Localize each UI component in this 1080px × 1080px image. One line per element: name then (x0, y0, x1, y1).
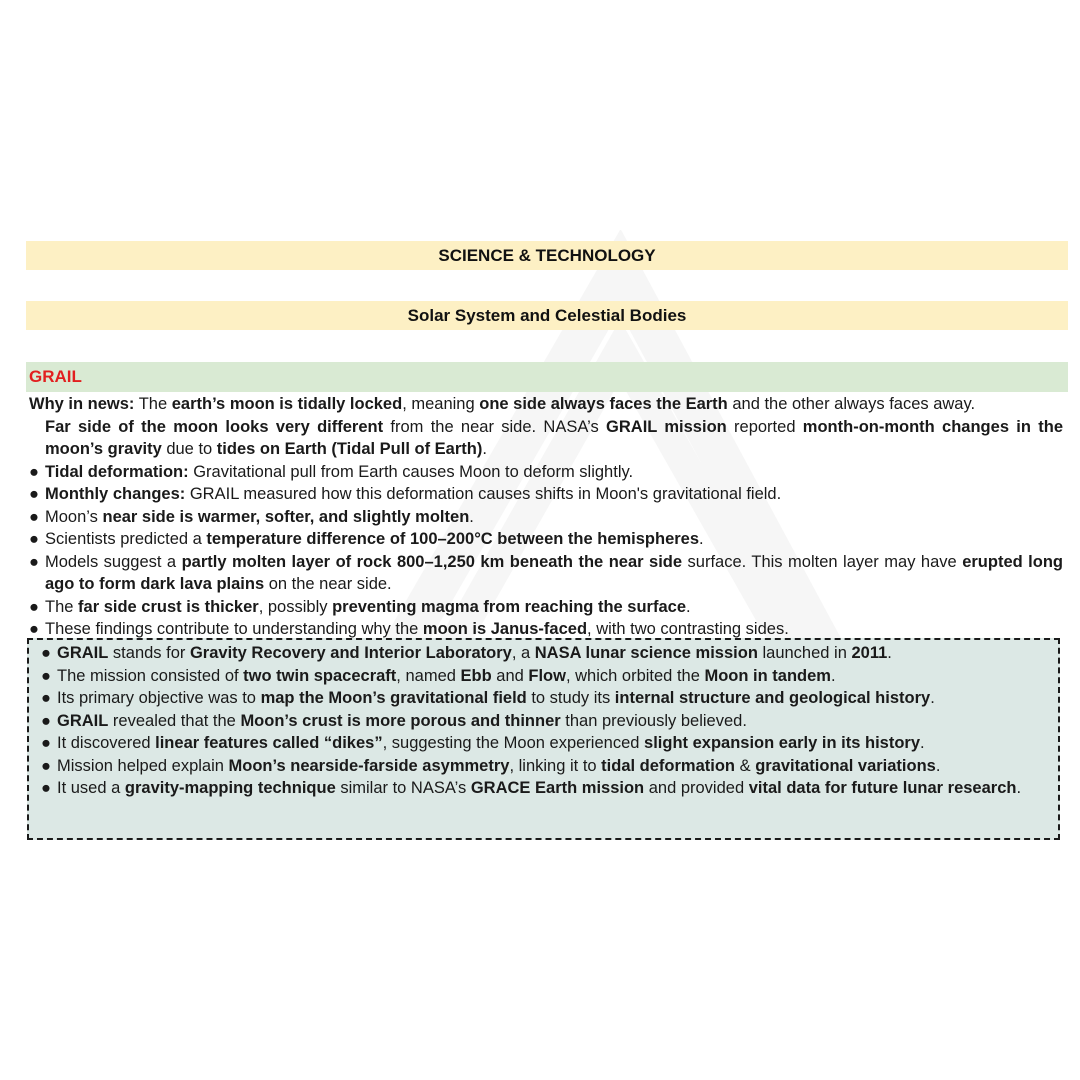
list-item: ● GRAIL stands for Gravity Recovery and Interior Laboratory, a NASA lunar science mission launched in 2011. (41, 642, 1048, 665)
list-item: ● Monthly changes: GRAIL measured how this deformation causes shifts in Moon's gravitational field. (29, 483, 1063, 506)
list-item: ● Scientists predicted a temperature difference of 100–200°C between the hemispheres. (29, 528, 1063, 551)
bullet-icon: ● (41, 666, 51, 685)
bullet-icon: ● (41, 711, 51, 730)
list-item: ● Mission helped explain Moon’s nearside-farside asymmetry, linking it to tidal deformation & gravitational variations. (41, 755, 1048, 778)
list-item: ● Moon’s near side is warmer, softer, and slightly molten. (29, 506, 1063, 529)
list-item: ● Models suggest a partly molten layer of rock 800–1,250 km beneath the near side surface. This molten layer may have erupted long ago to form dark lava plains on the near side. (29, 552, 1063, 593)
bullet-icon: ● (29, 552, 39, 571)
bullet-icon: ● (41, 734, 51, 752)
bullet-icon: ● (29, 620, 39, 638)
category-band (26, 241, 1068, 270)
bullet-icon: ● (41, 644, 51, 662)
why-in-news-label: Why in news: (29, 395, 135, 413)
bullet-icon: ● (41, 689, 51, 707)
list-item: ● The far side crust is thicker, possibly preventing magma from reaching the surface. (29, 596, 1063, 619)
subcategory-title: Solar System and Celestial Bodies (407, 305, 687, 325)
category-title: SCIENCE & TECHNOLOGY (438, 245, 656, 265)
notes-content (29, 393, 1063, 641)
bullet-icon: ● (29, 530, 39, 548)
list-item: ● GRAIL revealed that the Moon’s crust is more porous and thinner than previously believed. (41, 710, 1048, 733)
list-item: ● It used a gravity-mapping technique similar to NASA’s GRACE Earth mission and provided vital data for future lunar research. (41, 777, 1048, 800)
list-item: ● Tidal deformation: Gravitational pull from Earth causes Moon to deform slightly. (29, 461, 1063, 484)
why-in-news-paragraph: Why in news: The earth’s moon is tidally locked, meaning one side always faces the Earth and the other always faces away. Far side of the moon looks very different from the near side. NASA’s GRAIL mission reported month-on-month changes in the moon’s gravity due to tides on Earth (Tidal Pull of Earth). (29, 395, 1064, 458)
topic-title: GRAIL (29, 367, 82, 386)
grail-facts-box (27, 638, 1060, 840)
list-item: ● It discovered linear features called “dikes”, suggesting the Moon experienced slight expansion early in its history. (41, 732, 1048, 755)
bullet-icon: ● (29, 597, 39, 616)
list-item: ● The mission consisted of two twin spacecraft, named Ebb and Flow, which orbited the Moon in tandem. (41, 665, 1048, 688)
bullet-icon: ● (29, 462, 39, 481)
list-item: ● Its primary objective was to map the Moon’s gravitational field to study its internal structure and geological history. (41, 687, 1048, 710)
list-item: ● These findings contribute to understanding why the moon is Janus-faced, with two contrasting sides. (29, 618, 1063, 641)
bullet-icon: ● (41, 756, 51, 775)
bullet-icon: ● (41, 779, 51, 797)
bullet-icon: ● (29, 507, 39, 526)
topic-band (26, 362, 1068, 392)
subcategory-band (26, 301, 1068, 330)
bullet-icon: ● (29, 485, 39, 503)
